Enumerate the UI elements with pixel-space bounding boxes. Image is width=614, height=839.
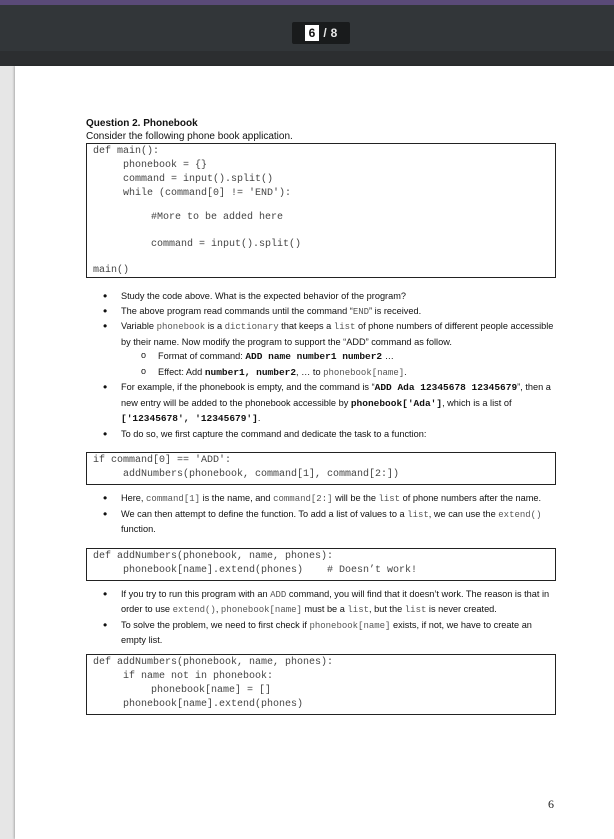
code-line: while (command[0] != 'END'): — [123, 188, 292, 199]
code-line: phonebook[name] = [] — [151, 684, 272, 696]
list-item: • Study the code above. What is the expected behavior of the program? — [86, 289, 556, 304]
code-block-main — [86, 143, 556, 278]
page-number: 6 — [548, 797, 554, 811]
code-block-attempt — [86, 548, 556, 581]
code-line: phonebook = {} — [123, 160, 208, 171]
code-line: main() — [93, 265, 130, 276]
question-title: Question 2. Phonebook — [86, 118, 198, 129]
code-line: def addNumbers(phonebook, name, phones): — [93, 656, 334, 668]
code-line: phonebook[name].extend(phones) # Doesn’t work! — [123, 564, 418, 576]
list-item: • Here, command[1] is the name, and command[2:] will be the list of phone numbers after the name. — [86, 491, 556, 507]
code-line: if command[0] == 'ADD': — [93, 455, 232, 466]
list-item: • To do so, we first capture the command and dedicate the task to a function: — [86, 427, 556, 442]
list-item: • To solve the problem, we need to first check if phonebook[name] exists, if not, we have to create an empty list. — [86, 618, 556, 648]
code-line: if name not in phonebook: — [123, 670, 274, 682]
code-line: def main(): — [93, 146, 160, 157]
code-block-command — [86, 452, 556, 485]
code-line: command = input().split() — [123, 174, 274, 185]
list-item: • We can then attempt to define the function. To add a list of values to a list, we can use the extend() function. — [86, 507, 556, 537]
pdf-toolbar — [0, 5, 614, 51]
total-pages: 8 — [330, 26, 338, 40]
viewer-gutter — [0, 66, 15, 839]
instructions-list-1 — [86, 289, 556, 349]
list-item: • If you try to run this program with an ADD command, you will find that it doesn’t work. The reason is that in order to use extend(), phonebook[name] must be a list, but the list is never created. — [86, 587, 556, 618]
page-content — [86, 118, 556, 715]
list-item: • For example, if the phonebook is empty, and the command is “ADD Ada 12345678 12345679”, then a new entry will be added to the phonebook accessible by phonebook['Ada'], which is a list of ['12345678', '12345679']. — [86, 380, 556, 427]
list-item: • Variable phonebook is a dictionary that keeps a list of phone numbers of different people accessible by their name. Now modify the program to support the “ADD” command as follow. — [86, 319, 556, 349]
list-item: o Format of command: ADD name number1 number2 … — [86, 349, 556, 365]
toolbar-shadow — [0, 51, 614, 66]
list-item: o Effect: Add number1, number2, … to phonebook[name]. — [86, 365, 556, 381]
code-block-fixed — [86, 654, 556, 715]
question-intro: Consider the following phone book application. — [86, 131, 293, 142]
instructions-list-1b — [86, 380, 556, 441]
code-line: def addNumbers(phonebook, name, phones): — [93, 550, 334, 562]
document-page — [15, 66, 614, 839]
list-item: • The above program read commands until the command “END” is received. — [86, 304, 556, 320]
code-line: phonebook[name].extend(phones) — [123, 698, 304, 710]
sub-list — [86, 349, 556, 380]
instructions-list-3 — [86, 587, 556, 648]
current-page-field[interactable]: 6 — [305, 25, 320, 41]
code-line: #More to be added here — [151, 212, 284, 223]
page-separator: / — [323, 26, 327, 40]
instructions-list-2 — [86, 491, 556, 537]
page-indicator[interactable] — [292, 22, 350, 44]
code-line: addNumbers(phonebook, command[1], command[2:]) — [123, 469, 400, 480]
code-line: command = input().split() — [151, 239, 302, 250]
